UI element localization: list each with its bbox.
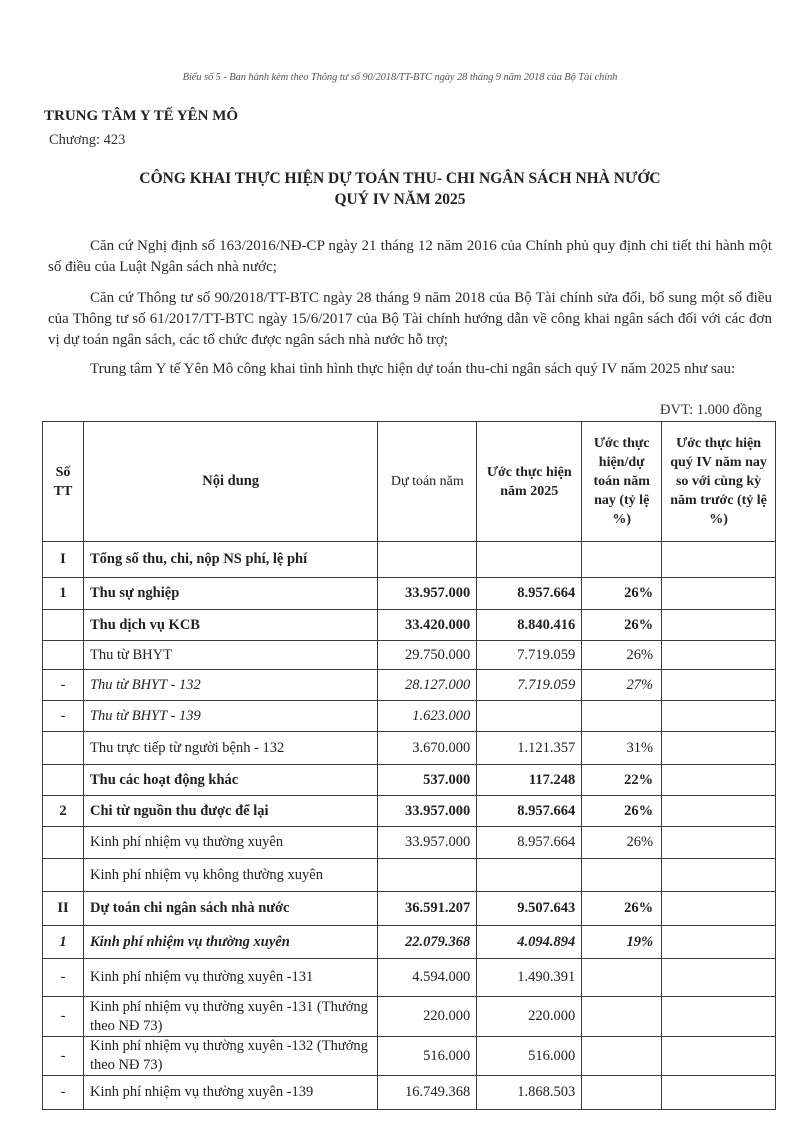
row-stt: -: [43, 670, 84, 701]
row-stt: [43, 827, 84, 859]
row-ratio-prev: [662, 732, 776, 765]
row-estimate: 7.719.059: [477, 670, 582, 701]
table-row: [43, 670, 776, 701]
row-content: Thu từ BHYT - 139: [83, 701, 377, 732]
table-header-row: [43, 422, 776, 542]
row-estimate: 8.957.664: [477, 796, 582, 827]
table-row: [43, 765, 776, 796]
table-row: [43, 701, 776, 732]
row-stt: 2: [43, 796, 84, 827]
row-ratio-budget: [582, 701, 662, 732]
row-ratio-budget: [582, 1037, 662, 1076]
row-content: Tổng số thu, chi, nộp NS phí, lệ phí: [83, 542, 377, 578]
row-stt: 1: [43, 578, 84, 610]
row-ratio-budget: [582, 1076, 662, 1110]
row-ratio-budget: 26%: [582, 610, 662, 641]
row-stt: [43, 610, 84, 641]
row-budget: 33.957.000: [378, 827, 477, 859]
row-content: Kinh phí nhiệm vụ thường xuyên -132 (Thưởng theo NĐ 73): [83, 1037, 377, 1076]
currency-unit: ĐVT: 1.000 đồng: [660, 402, 762, 418]
row-ratio-budget: 26%: [582, 578, 662, 610]
row-estimate: [477, 859, 582, 892]
row-estimate: 117.248: [477, 765, 582, 796]
row-ratio-prev: [662, 827, 776, 859]
table-row: [43, 796, 776, 827]
row-budget: 537.000: [378, 765, 477, 796]
header-ratio-budget: Ước thực hiện/dự toán năm nay (tỷ lệ %): [582, 422, 662, 542]
row-ratio-prev: [662, 959, 776, 997]
row-ratio-prev: [662, 578, 776, 610]
row-ratio-prev: [662, 542, 776, 578]
row-budget: 22.079.368: [378, 926, 477, 959]
row-content: Kinh phí nhiệm vụ thường xuyên: [83, 926, 377, 959]
row-estimate: 1.490.391: [477, 959, 582, 997]
row-estimate: 516.000: [477, 1037, 582, 1076]
header-content: Nội dung: [83, 422, 377, 542]
row-content: Thu từ BHYT - 132: [83, 670, 377, 701]
table-row: [43, 542, 776, 578]
row-content: Kinh phí nhiệm vụ không thường xuyên: [83, 859, 377, 892]
row-estimate: 1.121.357: [477, 732, 582, 765]
row-estimate: 220.000: [477, 997, 582, 1037]
row-content: Kinh phí nhiệm vụ thường xuyên -131 (Thưởng theo NĐ 73): [83, 997, 377, 1037]
row-ratio-prev: [662, 796, 776, 827]
row-estimate: 8.957.664: [477, 578, 582, 610]
row-stt: [43, 765, 84, 796]
row-ratio-budget: [582, 959, 662, 997]
table-row: [43, 610, 776, 641]
row-stt: -: [43, 1076, 84, 1110]
row-estimate: [477, 542, 582, 578]
row-budget: 28.127.000: [378, 670, 477, 701]
row-budget: 4.594.000: [378, 959, 477, 997]
row-ratio-budget: 31%: [582, 732, 662, 765]
row-budget: 29.750.000: [378, 641, 477, 670]
row-ratio-prev: [662, 670, 776, 701]
row-content: Kinh phí nhiệm vụ thường xuyên -139: [83, 1076, 377, 1110]
legal-basis-paragraph-1: Căn cứ Nghị định số 163/2016/NĐ-CP ngày 21 tháng 12 năm 2016 của Chính phủ quy định chi tiết thi hành một số điều của Luật Ngân sách nhà nước;: [48, 238, 772, 275]
row-ratio-prev: [662, 641, 776, 670]
row-budget: 33.420.000: [378, 610, 477, 641]
row-ratio-budget: [582, 997, 662, 1037]
chapter-code: Chương: 423: [49, 132, 126, 148]
row-ratio-prev: [662, 926, 776, 959]
table-body: [43, 542, 776, 1110]
row-budget: 3.670.000: [378, 732, 477, 765]
table-row: [43, 1037, 776, 1076]
table-row: [43, 578, 776, 610]
document-title: CÔNG KHAI THỰC HIỆN DỰ TOÁN THU- CHI NGÂN SÁCH NHÀ NƯỚC: [139, 170, 661, 187]
row-stt: -: [43, 1037, 84, 1076]
row-budget: 1.623.000: [378, 701, 477, 732]
row-stt: [43, 732, 84, 765]
row-estimate: 4.094.894: [477, 926, 582, 959]
row-ratio-budget: 27%: [582, 670, 662, 701]
row-stt: I: [43, 542, 84, 578]
row-content: Thu dịch vụ KCB: [83, 610, 377, 641]
row-content: Thu sự nghiệp: [83, 578, 377, 610]
row-ratio-budget: [582, 542, 662, 578]
row-content: Thu từ BHYT: [83, 641, 377, 670]
budget-table: [42, 421, 776, 1110]
table-row: [43, 1076, 776, 1110]
row-stt: II: [43, 892, 84, 926]
row-ratio-prev: [662, 1037, 776, 1076]
row-budget: 36.591.207: [378, 892, 477, 926]
header-stt: Số TT: [43, 422, 84, 542]
row-ratio-budget: [582, 859, 662, 892]
row-ratio-prev: [662, 859, 776, 892]
row-budget: 220.000: [378, 997, 477, 1037]
row-content: Dự toán chi ngân sách nhà nước: [83, 892, 377, 926]
row-stt: 1: [43, 926, 84, 959]
row-budget: [378, 859, 477, 892]
table-row: [43, 827, 776, 859]
row-ratio-budget: 22%: [582, 765, 662, 796]
row-stt: [43, 641, 84, 670]
table-row: [43, 997, 776, 1037]
row-estimate: 8.840.416: [477, 610, 582, 641]
row-content: Thu các hoạt động khác: [83, 765, 377, 796]
row-ratio-budget: 26%: [582, 827, 662, 859]
row-ratio-prev: [662, 1076, 776, 1110]
row-stt: [43, 859, 84, 892]
row-ratio-prev: [662, 610, 776, 641]
row-estimate: [477, 701, 582, 732]
intro-paragraph: Trung tâm Y tế Yên Mô công khai tình hình thực hiện dự toán thu-chi ngân sách quý IV năm 2025 như sau:: [90, 361, 736, 377]
row-stt: -: [43, 997, 84, 1037]
row-ratio-prev: [662, 765, 776, 796]
table-row: [43, 732, 776, 765]
document-subtitle: QUÝ IV NĂM 2025: [334, 191, 466, 208]
row-budget: [378, 542, 477, 578]
row-budget: 33.957.000: [378, 796, 477, 827]
table-row: [43, 926, 776, 959]
row-ratio-budget: 26%: [582, 641, 662, 670]
row-estimate: 1.868.503: [477, 1076, 582, 1110]
header-budget: Dự toán năm: [378, 422, 477, 542]
table-row: [43, 959, 776, 997]
form-reference-note: Biểu số 5 - Ban hành kèm theo Thông tư số 90/2018/TT-BTC ngày 28 tháng 9 năm 2018 của Bộ Tài chính: [182, 72, 618, 83]
header-ratio-prev-year: Ước thực hiện quý IV năm nay so với cùng kỳ năm trước (tỷ lệ %): [662, 422, 776, 542]
row-content: Kinh phí nhiệm vụ thường xuyên: [83, 827, 377, 859]
table-row: [43, 641, 776, 670]
row-budget: 16.749.368: [378, 1076, 477, 1110]
header-estimate: Ước thực hiện năm 2025: [477, 422, 582, 542]
row-estimate: 8.957.664: [477, 827, 582, 859]
row-estimate: 7.719.059: [477, 641, 582, 670]
row-stt: -: [43, 701, 84, 732]
legal-basis-paragraph-2: Căn cứ Thông tư số 90/2018/TT-BTC ngày 28 tháng 9 năm 2018 của Bộ Tài chính sửa đổi, bổ sung một số điều của Thông tư số 61/2017/TT-BTC ngày 15/6/2017 của Bộ Tài chính hướng dẫn về công khai ngân sách đối với các đơn vị dự toán ngân sách, các tổ chức được ngân sách nhà nước hỗ trợ;: [48, 290, 772, 348]
row-content: Kinh phí nhiệm vụ thường xuyên -131: [83, 959, 377, 997]
row-ratio-prev: [662, 997, 776, 1037]
row-content: Thu trực tiếp từ người bệnh - 132: [83, 732, 377, 765]
row-estimate: 9.507.643: [477, 892, 582, 926]
row-ratio-prev: [662, 892, 776, 926]
row-ratio-budget: 26%: [582, 796, 662, 827]
row-ratio-prev: [662, 701, 776, 732]
row-content: Chi từ nguồn thu được để lại: [83, 796, 377, 827]
table-row: [43, 859, 776, 892]
row-budget: 33.957.000: [378, 578, 477, 610]
table-row: [43, 892, 776, 926]
row-stt: -: [43, 959, 84, 997]
organization-name: TRUNG TÂM Y TẾ YÊN MÔ: [44, 108, 239, 124]
row-budget: 516.000: [378, 1037, 477, 1076]
row-ratio-budget: 19%: [582, 926, 662, 959]
row-ratio-budget: 26%: [582, 892, 662, 926]
